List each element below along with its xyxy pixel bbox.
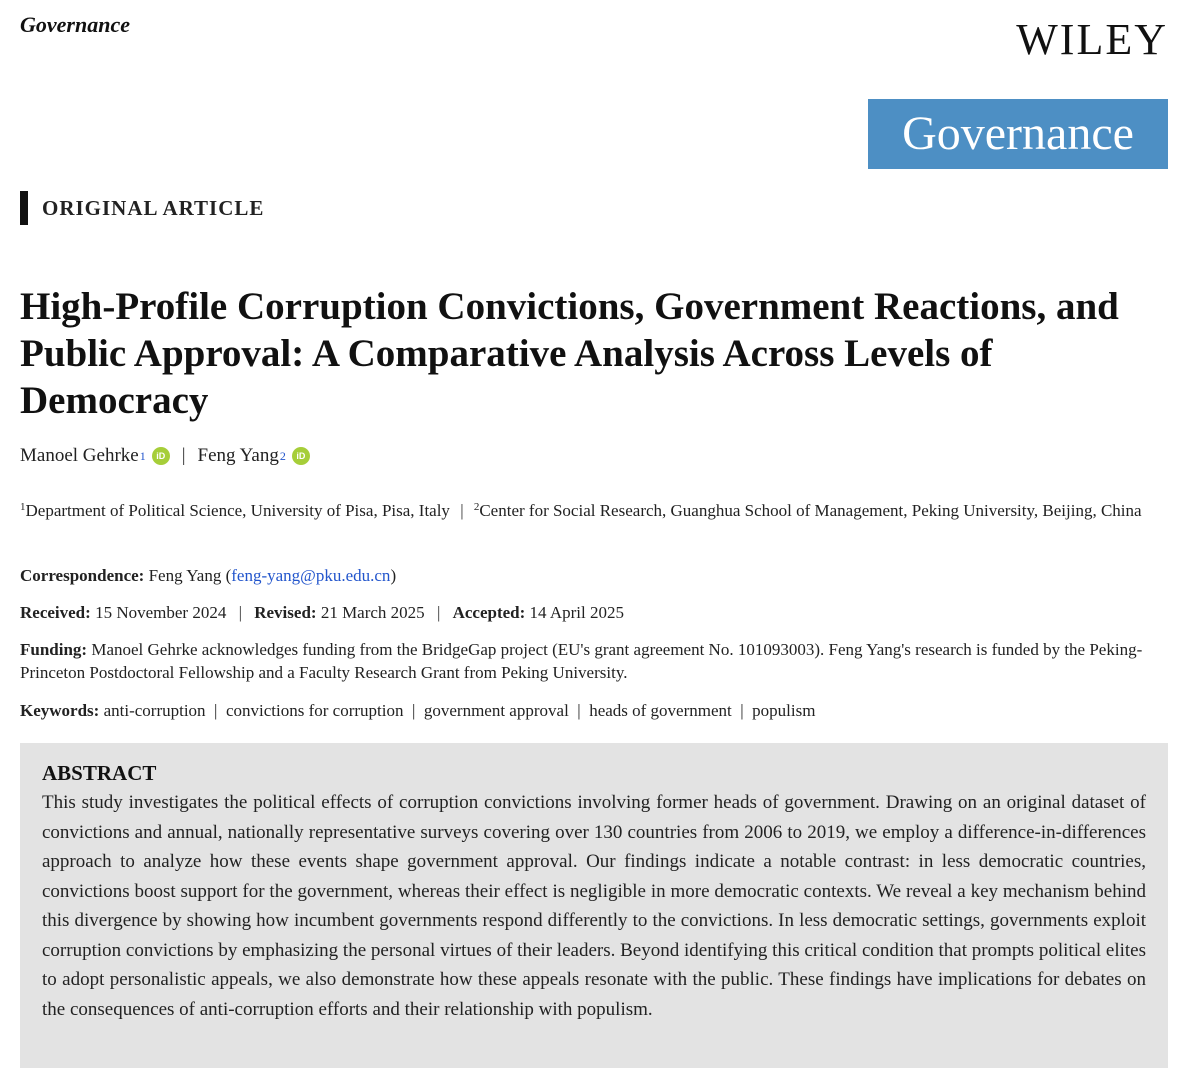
abstract-heading: ABSTRACT <box>42 761 157 785</box>
funding-text: Manoel Gehrke acknowledges funding from the BridgeGap project (EU's grant agreement No. 101093003). Feng Yang's research is funded by the Peking-Princeton Postdoctoral Fellowship and a Faculty Research Grant from Peking University. <box>20 640 1143 682</box>
revised-label: Revised: <box>254 603 317 622</box>
author-list <box>20 445 310 467</box>
received-date: 15 November 2024 <box>95 603 227 622</box>
article-type-label: ORIGINAL ARTICLE <box>42 195 265 220</box>
accepted-date: 14 April 2025 <box>529 603 624 622</box>
author-affiliation-ref[interactable]: 2 <box>279 448 286 463</box>
funding-label: Funding: <box>20 640 88 659</box>
article-type-bar <box>20 191 28 225</box>
author-separator: | <box>181 445 186 466</box>
affiliation-number: 1 <box>20 501 26 513</box>
correspondence: Correspondence: Feng Yang (feng-yang@pku.edu.cn) <box>20 566 397 585</box>
funding <box>20 638 1170 684</box>
keywords-text: anti-corruption | convictions for corruption | government approval | heads of government | populism <box>103 701 816 720</box>
article-type <box>20 191 264 225</box>
abstract-text: This study investigates the political effects of corruption convictions involving former heads of government. Drawing on an original dataset of convictions and annual, nationally representative surveys covering over 130 countries from 2006 to 2019, we employ a difference-in-differences approach to analyze how these events shape government approval. Our findings indicate a notable contrast: in less democratic countries, convictions boost support for the government, whereas their effect is negligible in more democratic contexts. We reveal a key mechanism behind this divergence by showing how incumbent governments respond differently to the convictions. In less democratic settings, governments exploit corruption convictions by emphasizing the personal virtues of their leaders. Beyond identifying this critical condition that prompts political elites to adopt personalistic appeals, we also demonstrate how these appeals resonate with the public. These findings have implications for debates on the consequences of anti-corruption efforts and their relationship with populism. <box>42 792 1146 1020</box>
correspondence-email-link[interactable]: feng-yang@pku.edu.cn <box>231 566 391 585</box>
keywords <box>20 699 1170 722</box>
keywords-label: Keywords: <box>20 701 100 720</box>
affiliation-number: 2 <box>473 501 480 513</box>
abstract-box <box>20 743 1168 1068</box>
affiliation-text: Department of Political Science, University of Pisa, Pisa, Italy <box>25 501 450 520</box>
revised-date: 21 March 2025 <box>320 603 425 622</box>
orcid-icon[interactable]: iD <box>152 447 170 465</box>
journal-running-title: Governance <box>20 12 130 37</box>
orcid-icon[interactable]: iD <box>292 447 310 465</box>
correspondence-label: Correspondence: <box>20 566 145 585</box>
accepted-label: Accepted: <box>452 603 526 622</box>
author-name[interactable]: Manoel Gehrke <box>20 445 139 466</box>
affiliation-text: Center for Social Research, Guanghua School of Management, Peking University, Beijing, China <box>479 501 1142 520</box>
correspondence-name: Feng Yang <box>148 566 222 585</box>
affiliation-separator: | <box>460 501 464 520</box>
publisher-logo[interactable]: WILEY <box>1016 15 1168 64</box>
received-label: Received: <box>20 603 91 622</box>
article-dates: Received: 15 November 2024 | Revised: 21 March 2025 | Accepted: 14 April 2025 <box>20 603 624 622</box>
author-affiliation-ref[interactable]: 1 <box>139 448 146 463</box>
author-name[interactable]: Feng Yang <box>197 445 279 466</box>
affiliations <box>20 495 1170 523</box>
article-title: High-Profile Corruption Convictions, Government Reactions, and Public Approval: A Comparative Analysis Across Levels of Democracy <box>20 285 1119 422</box>
journal-banner[interactable]: Governance <box>868 99 1168 169</box>
